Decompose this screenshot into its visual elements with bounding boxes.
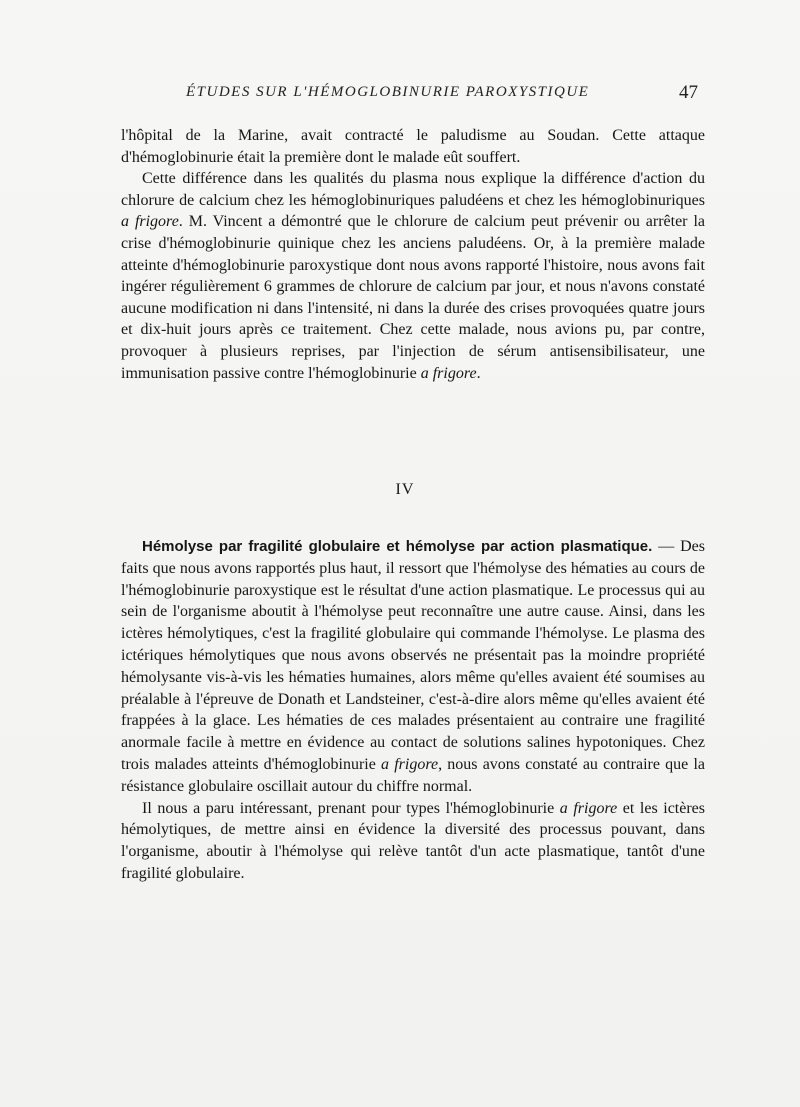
italic-term: a frigore xyxy=(420,364,477,382)
section-number: IV xyxy=(395,481,415,498)
paragraph-text: . xyxy=(476,364,481,382)
section-1-text xyxy=(121,125,705,384)
paragraph-continuation xyxy=(121,125,705,168)
paragraph-text: . M. Vincent a démontré que le chlorure de calcium peut prévenir ou arrêter la crise d'hémoglobinurie quinique chez les anciens paludéens. Or, à la première malade atteinte d'hémoglobinurie paroxystique dont nous avons rapporté l'histoire, nous avons fait ingérer régulièrement 6 grammes de chlorure de calcium par jour, et nous n'avons constaté aucune modification ni dans l'intensité, ni dans la durée des crises provoquées quatre jours et dix-huit jours après ce traitement. Chez cette malade, nous avions pu, par contre, provoquer à plusieurs reprises, par l'injection de sérum antisensibilisateur, une immunisation passive contre l'hémoglobinurie xyxy=(121,213,705,382)
paragraph-text: , nous avons constaté au contraire que la résistance globulaire oscillait autour du chiffre normal. xyxy=(121,755,706,795)
italic-term: a frigore xyxy=(121,213,179,231)
paragraph-conclusion xyxy=(121,798,705,885)
running-title: ÉTUDES SUR L'HÉMOGLOBINURIE PAROXYSTIQUE xyxy=(186,84,590,100)
heading-dash: — xyxy=(652,538,681,555)
paragraph-text: Il nous a paru intéressant, prenant pour types l'hémoglobinurie xyxy=(142,799,560,817)
paragraph-calcium xyxy=(121,168,705,384)
paragraph-text: l'hôpital de la Marine, avait contracté le paludisme au Soudan. Cette attaque d'hémoglobinurie était la première dont le malade eût souffert. xyxy=(121,127,705,166)
page-number: 47 xyxy=(679,82,698,103)
italic-term: a frigore xyxy=(559,799,618,817)
paragraph-text: Des faits que nous avons rapportés plus haut, il ressort que l'hémolyse des hématies au cours de l'hémoglobinurie paroxystique est le résultat d'une action plasmatique. Le processus qui au sein de l'organisme aboutit à l'hémolyse peut reconnaître une autre cause. Ainsi, dans les ictères hémolytiques, c'est la fragilité globulaire qui commande l'hémolyse. Le plasma des ictériques hémolytiques que nous avons observés ne présentait pas la moindre propriété hémolysante vis-à-vis les hématies humaines, alors même qu'elles avaient été soumises au préalable à l'épreuve de Donath et Landsteiner, c'est-à-dire alors même qu'elles avaient été frappées à la glace. Les hématies de ces malades présentaient au contraire une fragilité anormale facile à mettre en évidence au contact de solutions salines hypotoniques. Chez trois malades atteints d'hémoglobinurie xyxy=(121,538,705,773)
paragraph-text: Cette différence dans les qualités du plasma nous explique la différence d'action du chlorure de calcium chez les hémoglobinuriques paludéens et chez les hémoglobinuriques xyxy=(121,170,705,209)
section-heading: Hémolyse par fragilité globulaire et hémolyse par action plasmatique. xyxy=(142,538,653,555)
paragraph-hemolysis xyxy=(121,536,705,798)
italic-term: a frigore xyxy=(381,755,439,773)
paragraph-text: et les ictères hémolytiques, de mettre ainsi en évidence la diversité des processus pouvant, dans l'organisme, aboutir à l'hémolyse qui relève tantôt d'un acte plasmatique, tantôt d'une fragilité globulaire. xyxy=(121,799,705,882)
section-2-text xyxy=(121,536,705,885)
